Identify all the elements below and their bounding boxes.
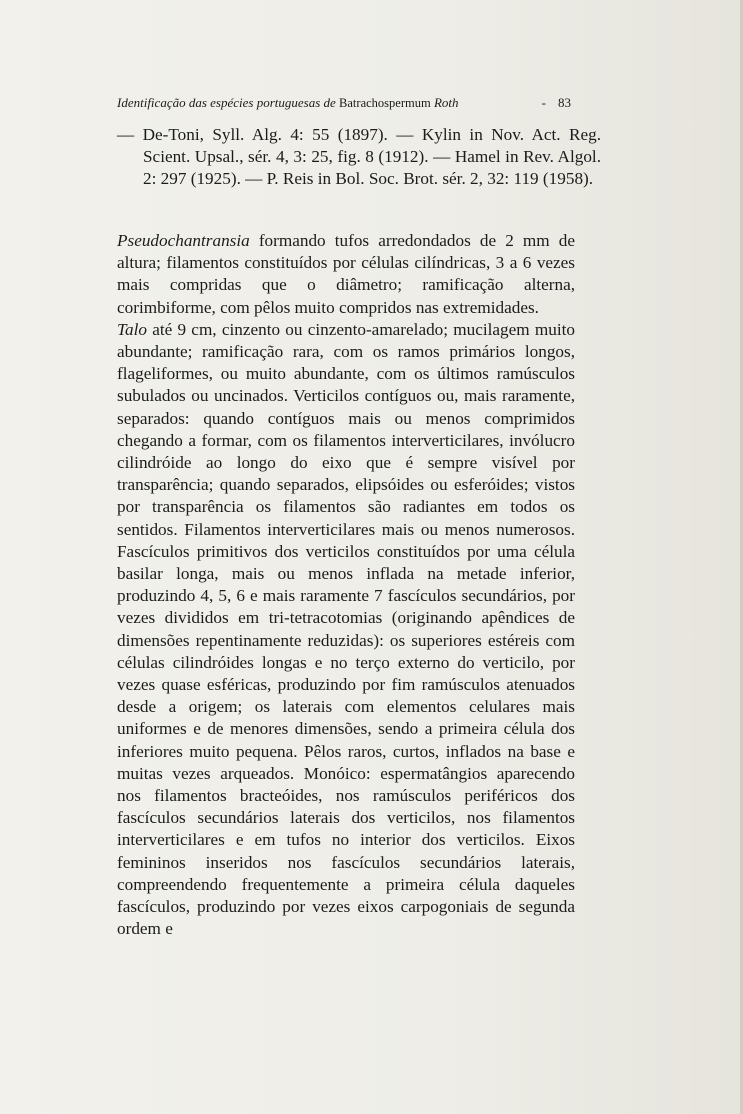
page-number-value: 83 — [558, 95, 571, 110]
paragraph1-lead: Pseudochantransia — [117, 231, 250, 250]
paragraph-pseudochantransia — [117, 230, 575, 319]
running-header — [117, 94, 571, 112]
references-text: — De-Toni, Syll. Alg. 4: 55 (1897). — Kylin in Nov. Act. Reg. Scient. Upsal., sér. 4, 3: 25, fig. 8 (1912). — Hamel in Rev. Algol. 2: 297 (1925). — P. Reis in Bol. Soc. Brot. sér. 2, 32: 119 (1958). — [117, 125, 601, 188]
paragraph2-lead: Talo — [117, 319, 147, 339]
paragraph1-text: formando tufos arredondados de 2 mm de altura; filamentos constituídos por células cilíndricas, 3 a 6 vezes mais compridas que o diâmetro; ramificação alterna, corimbiforme, com pêlos muito compridos nas extremidades. — [117, 231, 575, 317]
description-block — [117, 230, 575, 941]
header-author: Roth — [433, 95, 459, 110]
header-title: Identificação das espécies portuguesas de — [117, 95, 340, 110]
paragraph2-text: até 9 cm, cinzento ou cinzento-amarelado; mucilagem muito abundante; ramificação rara, com os ramos primários longos, flageliformes, ou muito abundante, com os últimos ramúsculos subulados ou uncinados. Verticilos contíguos ou, mais raramente, separados: quando contíguos mais ou menos comprimidos chegando a formar, com os filamentos interverticilares, invólucro cilindróide ao longo do eixo que é sempre visível por transparência; quando separados, elipsóides ou esferóides; vistos por transparência os filamentos são radiantes em todos os sentidos. Filamentos interverticilares mais ou menos numerosos. Fascículos primitivos dos verticilos constituídos por uma célula basilar longa, mais ou menos inflada na metade inferior, produzindo 4, 5, 6 e mais raramente 7 fascículos secundários, por vezes divididos em tri-tetracotomias (originando apêndices de dimensões repentinamente reduzidas): os superiores estéreis com células cilindróides longas e no terço externo do verticilo, por vezes quase esféricas, produzindo por fim ramúsculos atenuados desde a origem; os laterais com elementos celulares mais uniformes e de menores dimensões, sendo a primeira célula dos inferiores muito pequena. Pêlos raros, curtos, inflados na base e muitas vezes arqueados. Monóico: espermatângios aparecendo nos filamentos bracteóides, nos ramúsculos periféricos dos fascículos secundários laterais dos verticilos, nos filamentos interverticilares e em tufos no interior dos verticilos. Eixos femininos inseridos nos fascículos secundários laterais, compreendendo frequentemente a primeira célula daqueles fascículos, produzindo por vezes eixos carpogoniais de segunda ordem e — [117, 319, 575, 939]
header-dash: - — [541, 95, 546, 110]
page-number — [542, 94, 571, 112]
header-genus: Batrachospermum — [339, 96, 431, 110]
paragraph-talo — [117, 319, 575, 941]
references-block — [117, 124, 601, 190]
